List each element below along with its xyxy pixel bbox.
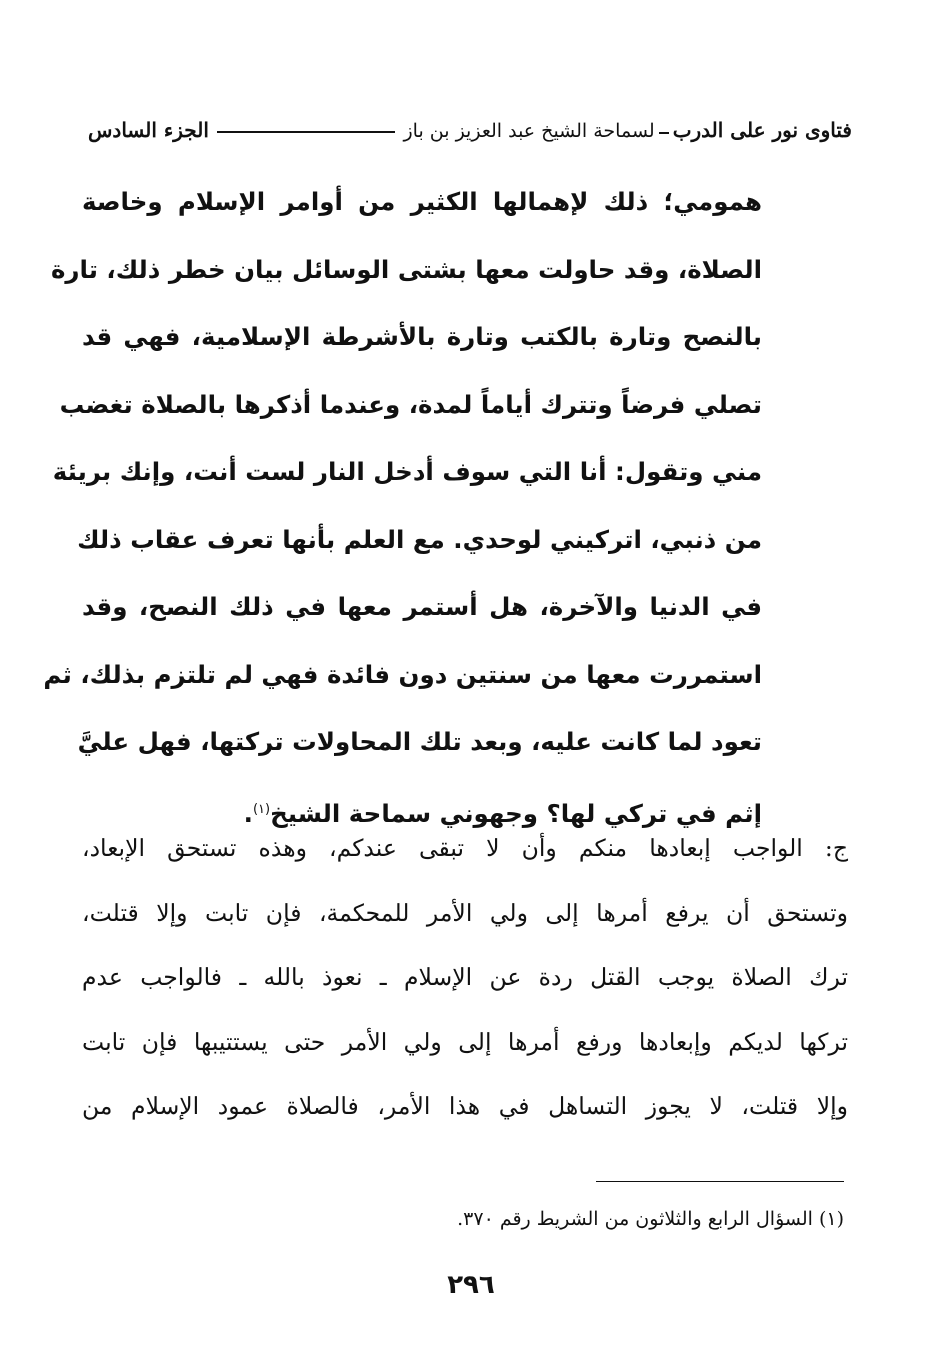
question-end-mark: . (243, 798, 253, 828)
question-line: استمررت معها من سنتين دون فائدة فهي لم تلتزم بذلك، ثم (43, 659, 762, 689)
footnote-text: (١) السؤال الرابع والثلاثون من الشريط رقم ٣٧٠. (457, 1208, 844, 1230)
page-number: ٢٩٦ (447, 1270, 495, 1300)
footnote-reference[interactable]: (١) (252, 801, 271, 817)
question-line: في الدنيا والآخرة، هل أستمر معها في ذلك النصح، وقد (82, 592, 762, 621)
question-text (43, 168, 762, 843)
answer-line: وتستحق أن يرفع أمرها إلى ولي الأمر للمحكمة، فإن تابت وإلا قتلت، (82, 898, 848, 927)
running-header (88, 110, 852, 150)
question-line: تعود لما كانت عليه، وبعد تلك المحاولات تركتها، فهل عليَّ (77, 727, 762, 756)
question-line: بالنصح وتارة بالكتب وتارة بالأشرطة الإسلامية، فهي قد (82, 322, 762, 351)
footnote-divider (596, 1181, 844, 1182)
question-line: تصلي فرضاً وتترك أياماً لمدة، وعندما أذكرها بالصلاة تغضب (59, 389, 762, 419)
answer-line: ج: الواجب إبعادها منكم وأن لا تبقى عندكم، وهذه تستحق الإبعاد، (82, 834, 848, 862)
question-line: الصلاة، وقد حاولت معها بشتى الوسائل بيان خطر ذلك، تارة (50, 254, 762, 284)
question-line-text: إثم في تركي لها؟ وجهوني سماحة الشيخ (270, 798, 762, 828)
header-dash (659, 132, 669, 134)
question-line: همومي؛ ذلك لإهمالها الكثير من أوامر الإسلام وخاصة (82, 187, 762, 216)
author-name: لسماحة الشيخ عبد العزيز بن باز (403, 120, 655, 142)
header-left-group (403, 118, 852, 142)
answer-line: تركها لديكم وإبعادها ورفع أمرها إلى ولي الأمر حتى يستتيبها فإن تابت (82, 1027, 848, 1056)
answer-line: ترك الصلاة يوجب القتل ردة عن الإسلام ـ نعوذ بالله ـ فالواجب عدم (82, 963, 848, 991)
book-title: فتاوى نور على الدرب (672, 118, 852, 142)
answer-line: وإلا قتلت، لا يجوز التساهل في هذا الأمر، فالصلاة عمود الإسلام من (82, 1092, 848, 1120)
volume-part: الجزء السادس (88, 118, 209, 142)
header-rule (217, 131, 396, 133)
question-line: مني وتقول: أنا التي سوف أدخل النار لست أنت، وإنك بريئة (52, 457, 762, 486)
answer-text (82, 816, 848, 1139)
question-line: من ذنبي، اتركيني لوحدي. مع العلم بأنها تعرف عقاب ذلك (77, 524, 762, 554)
